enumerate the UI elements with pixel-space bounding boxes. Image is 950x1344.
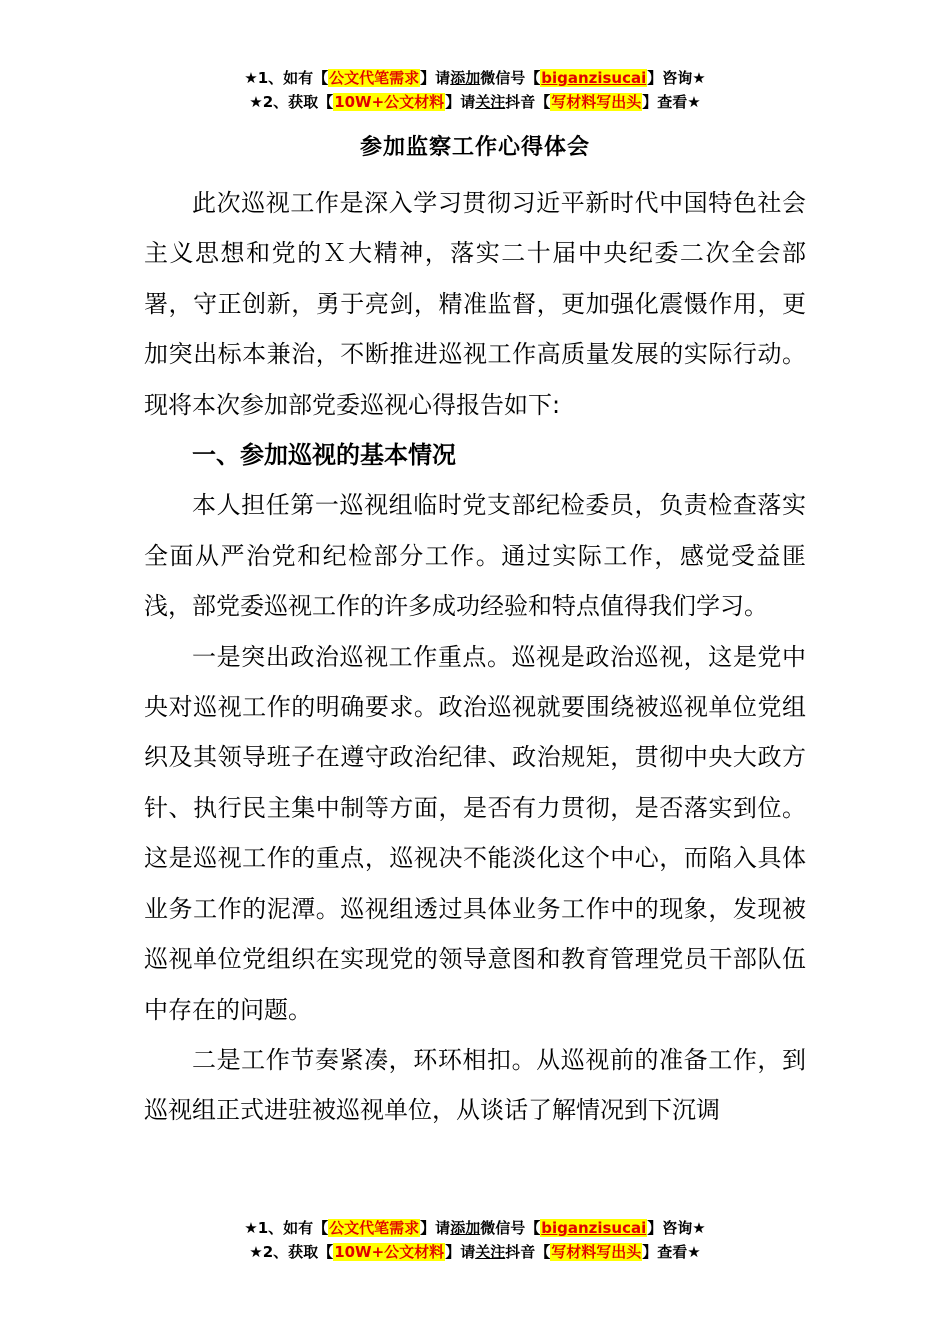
banner-text: 】请: [445, 1243, 476, 1261]
banner-text: 】请: [420, 69, 451, 87]
banner-text: 】查看★: [642, 1243, 701, 1261]
banner-highlight: 公文代笔需求: [329, 69, 420, 87]
banner-text: 微信号【: [480, 1219, 541, 1237]
header-banner: [0, 66, 950, 114]
banner-text: 微信号【: [480, 69, 541, 87]
banner-line-1: [0, 66, 950, 90]
banner-line-2: [0, 90, 950, 114]
banner-line-2: [0, 1240, 950, 1264]
banner-text: 抖音【: [505, 1243, 551, 1261]
banner-text: ★1、如有【: [244, 1219, 329, 1237]
banner-underlined: 关注: [475, 93, 506, 111]
banner-highlight: 10W+公文材料: [334, 93, 445, 111]
banner-text: 】请: [420, 1219, 451, 1237]
banner-text: 】请: [445, 93, 476, 111]
banner-text: ★2、获取【: [249, 93, 334, 111]
banner-douyin-id: 写材料写出头: [551, 93, 642, 111]
banner-text: 】咨询★: [647, 69, 706, 87]
paragraph-intro: 此次巡视工作是深入学习贯彻习近平新时代中国特色社会主义思想和党的Ｘ大精神，落实二十届中央纪委二次全会部署，守正创新，勇于亮剑，精准监督，更加强化震慑作用，更加突出标本兼治，不断推进巡视工作高质量发展的实际行动。现将本次参加部党委巡视心得报告如下:: [144, 189, 806, 419]
banner-text: ★1、如有【: [244, 69, 329, 87]
footer-banner: [0, 1216, 950, 1264]
banner-douyin-id: 写材料写出头: [551, 1243, 642, 1261]
paragraph-point-2: 二是工作节奏紧凑，环环相扣。从巡视前的准备工作，到巡视组正式进驻被巡视单位，从谈话了解情况到下沉调: [144, 1045, 806, 1125]
banner-highlight: 公文代笔需求: [329, 1219, 420, 1237]
document-body: [144, 178, 806, 1136]
paragraph-role: 本人担任第一巡视组临时党支部纪检委员，负责检查落实全面从严治党和纪检部分工作。通过实际工作，感觉受益匪浅，部党委巡视工作的许多成功经验和特点值得我们学习。: [144, 491, 806, 621]
banner-wechat-id: biganzisucai: [541, 1219, 647, 1237]
banner-text: 】查看★: [642, 93, 701, 111]
document-title: 参加监察工作心得体会: [359, 135, 590, 160]
banner-highlight: 10W+公文材料: [334, 1243, 445, 1261]
paragraph-point-1: 一是突出政治巡视工作重点。巡视是政治巡视，这是党中央对巡视工作的明确要求。政治巡视就要围绕被巡视单位党组织及其领导班子在遵守政治纪律、政治规矩，贯彻中央大政方针、执行民主集中制等方面，是否有力贯彻，是否落实到位。这是巡视工作的重点，巡视决不能淡化这个中心，而陷入具体业务工作的泥潭。巡视组透过具体业务工作中的现象，发现被巡视单位党组织在实现党的领导意图和教育管理党员干部队伍中存在的问题。: [144, 642, 806, 1024]
banner-wechat-id: biganzisucai: [541, 69, 647, 87]
banner-text: ★2、获取【: [249, 1243, 334, 1261]
banner-line-1: [0, 1216, 950, 1240]
banner-text: 】咨询★: [647, 1219, 706, 1237]
banner-underlined: 关注: [475, 1243, 506, 1261]
section-heading: 一、参加巡视的基本情况: [192, 441, 456, 470]
banner-underlined: 添加: [450, 1219, 481, 1237]
banner-text: 抖音【: [505, 93, 551, 111]
banner-underlined: 添加: [450, 69, 481, 87]
